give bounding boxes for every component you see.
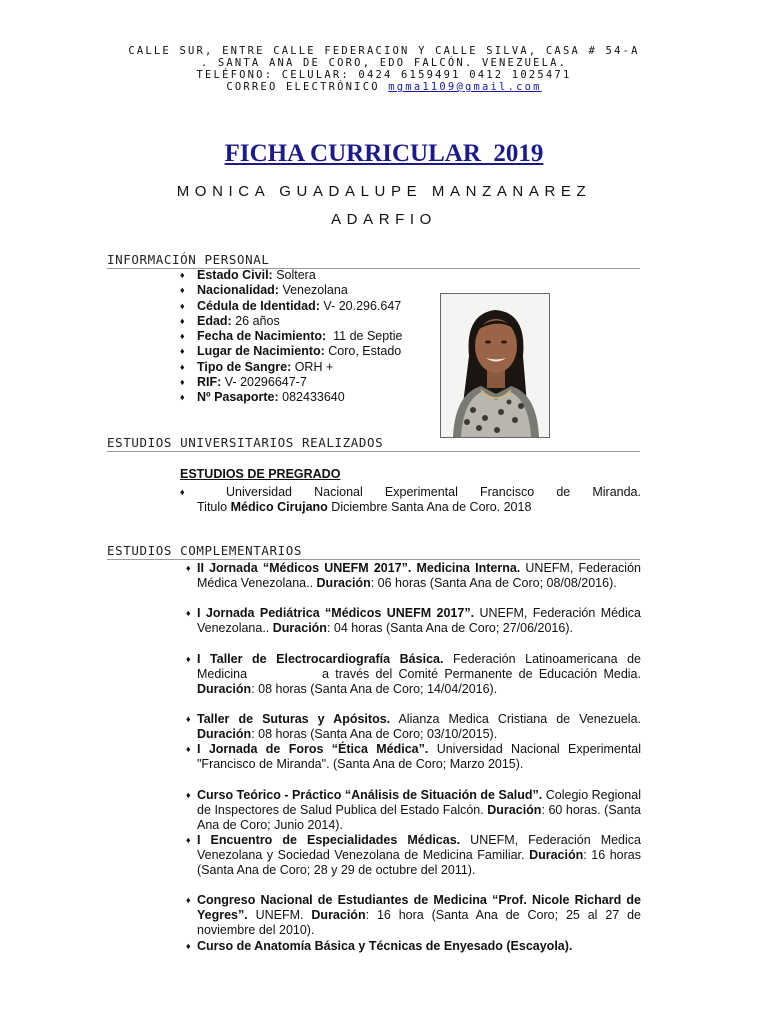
- section-personal-info: INFORMACIÓN PERSONAL: [107, 252, 640, 269]
- personal-info-item: ♦ Nacionalidad: Venezolana: [180, 283, 348, 298]
- document-title: FICHA CURRICULAR 2019: [224, 140, 544, 167]
- pregrado-line-1: Universidad Nacional Experimental Francisco de Miranda.: [226, 485, 641, 499]
- personal-info-item: ♦ Fecha de Nacimiento: 11 de Septie: [180, 329, 403, 344]
- course-entry: ♦ I Encuentro de Especialidades Médicas. UNEFM, Federación Medica Venezolana y Sociedad Venezolana de Medicina Familiar. Duración: 16 horas (Santa Ana de Coro; 28 y 29 de octubre del 2011).: [186, 833, 641, 878]
- portrait-illustration: [441, 294, 549, 437]
- personal-info-item: ♦ Estado Civil: Soltera: [180, 268, 316, 282]
- pregrado-line-2: Titulo Médico Cirujano Diciembre Santa Ana de Coro. 2018: [197, 500, 532, 515]
- email-label: CORREO ELECTRÓNICO: [226, 81, 380, 93]
- section-complementary-studies: ESTUDIOS COMPLEMENTARIOS: [107, 543, 640, 560]
- course-entry: ♦ I Jornada de Foros “Ética Médica”. Universidad Nacional Experimental "Francisco de Miranda". (Santa Ana de Coro; Marzo 2015).: [186, 742, 641, 772]
- course-entry: ♦ Curso Teórico - Práctico “Análisis de Situación de Salud”. Colegio Regional de Inspectores de Salud Publica del Estado Falcón. Duración: 60 horas. (Santa Ana de Coro; Junio 2014).: [186, 788, 642, 833]
- email-line: [0, 81, 768, 93]
- personal-info-list: [180, 268, 437, 406]
- section-university-studies: ESTUDIOS UNIVERSITARIOS REALIZADOS: [107, 435, 640, 452]
- course-entry: ♦ Curso de Anatomía Básica y Técnicas de Enyesado (Escayola).: [186, 939, 573, 953]
- course-entry: ♦ II Jornada “Médicos UNEFM 2017”. Medicina Interna. UNEFM, Federación Médica Venezolana.. Duración: 06 horas (Santa Ana de Coro; 08/08/2016).: [186, 561, 641, 591]
- personal-info-item: ♦ Tipo de Sangre: ORH +: [180, 359, 334, 374]
- personal-info-item: ♦ Nº Pasaporte: 082433640: [180, 390, 345, 405]
- address-line-1: CALLE SUR, ENTRE CALLE FEDERACION Y CALLE SILVA, CASA # 54-A: [128, 45, 640, 57]
- pregrado-heading: ESTUDIOS DE PREGRADO: [180, 467, 341, 481]
- course-entry: ♦ I Taller de Electrocardiografía Básica. Federación Latinoamericana de Medicina a través del Comité Permanente de Educación Media. Duración: 08 horas (Santa Ana de Coro; 14/04/2016).: [186, 652, 645, 697]
- personal-info-item: ♦ Edad: 26 años: [180, 313, 280, 328]
- personal-info-item: ♦ Lugar de Nacimiento: Coro, Estado: [180, 344, 402, 359]
- name-line-1: MONICA GUADALUPE MANZANAREZ: [176, 183, 592, 200]
- course-entry: ♦ Taller de Suturas y Apósitos. Alianza Medica Cristiana de Venezuela. Duración: 08 horas (Santa Ana de Coro; 03/10/2015).: [186, 712, 641, 742]
- course-entry: ♦ Congreso Nacional de Estudiantes de Medicina “Prof. Nicole Richard de Yegres”. UNEFM. Duración: 16 hora (Santa Ana de Coro; 25 al 27 de noviembre del 2010).: [186, 893, 642, 938]
- personal-info-item: ♦ RIF: V- 20296647-7: [180, 375, 307, 390]
- profile-photo: [440, 293, 550, 438]
- email-link[interactable]: mgma1109@gmail.com: [388, 81, 542, 93]
- phone-line: TELÉFONO: CELULAR: 0424 6159491 0412 1025471: [196, 69, 572, 81]
- address-line-2: . SANTA ANA DE CORO, EDO FALCÓN. VENEZUELA.: [200, 57, 568, 69]
- personal-info-item: ♦ Cédula de Identidad: V- 20.296.647: [180, 298, 402, 313]
- name-line-2: ADARFIO: [331, 211, 437, 228]
- course-entry: ♦ I Jornada Pediátrica “Médicos UNEFM 2017”. UNEFM, Federación Médica Venezolana.. Duración: 04 horas (Santa Ana de Coro; 27/06/2016).: [186, 606, 641, 636]
- pregrado-entry: ♦ Universidad Nacional Experimental Francisco de Miranda. Titulo Médico Cirujano Diciembre Santa Ana de Coro. 2018: [180, 485, 641, 515]
